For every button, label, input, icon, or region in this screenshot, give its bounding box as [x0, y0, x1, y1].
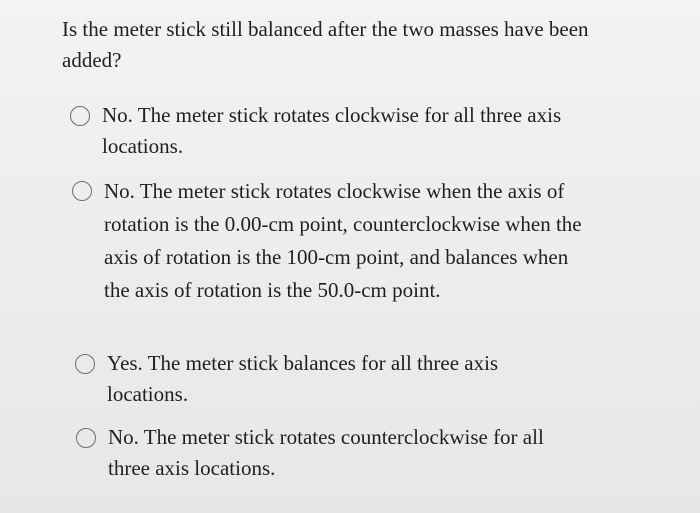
answer-option-4-label: No. The meter stick rotates counterclockwise for all three axis locations. — [108, 425, 544, 480]
answer-option-1-label: No. The meter stick rotates clockwise for all three axis locations. — [102, 103, 562, 158]
question-text: Is the meter stick still balanced after the two masses have been added? — [62, 17, 589, 72]
answer-option-3-label: Yes. The meter stick balances for all three axis locations. — [107, 351, 499, 406]
answer-option-3[interactable] — [75, 348, 545, 410]
radio-button-icon[interactable] — [75, 354, 95, 374]
radio-button-icon[interactable] — [70, 106, 90, 126]
answer-option-2[interactable] — [72, 175, 592, 307]
answer-option-1[interactable] — [70, 100, 570, 162]
radio-button-icon[interactable] — [76, 428, 96, 448]
answer-option-2-label: No. The meter stick rotates clockwise when the axis of rotation is the 0.00-cm point, counterclockwise when the axis of rotation is the 100-cm point, and balances when the axis of rotation is the 50.0-cm point. — [104, 179, 582, 302]
radio-button-icon[interactable] — [72, 181, 92, 201]
answer-option-4[interactable] — [76, 422, 576, 484]
